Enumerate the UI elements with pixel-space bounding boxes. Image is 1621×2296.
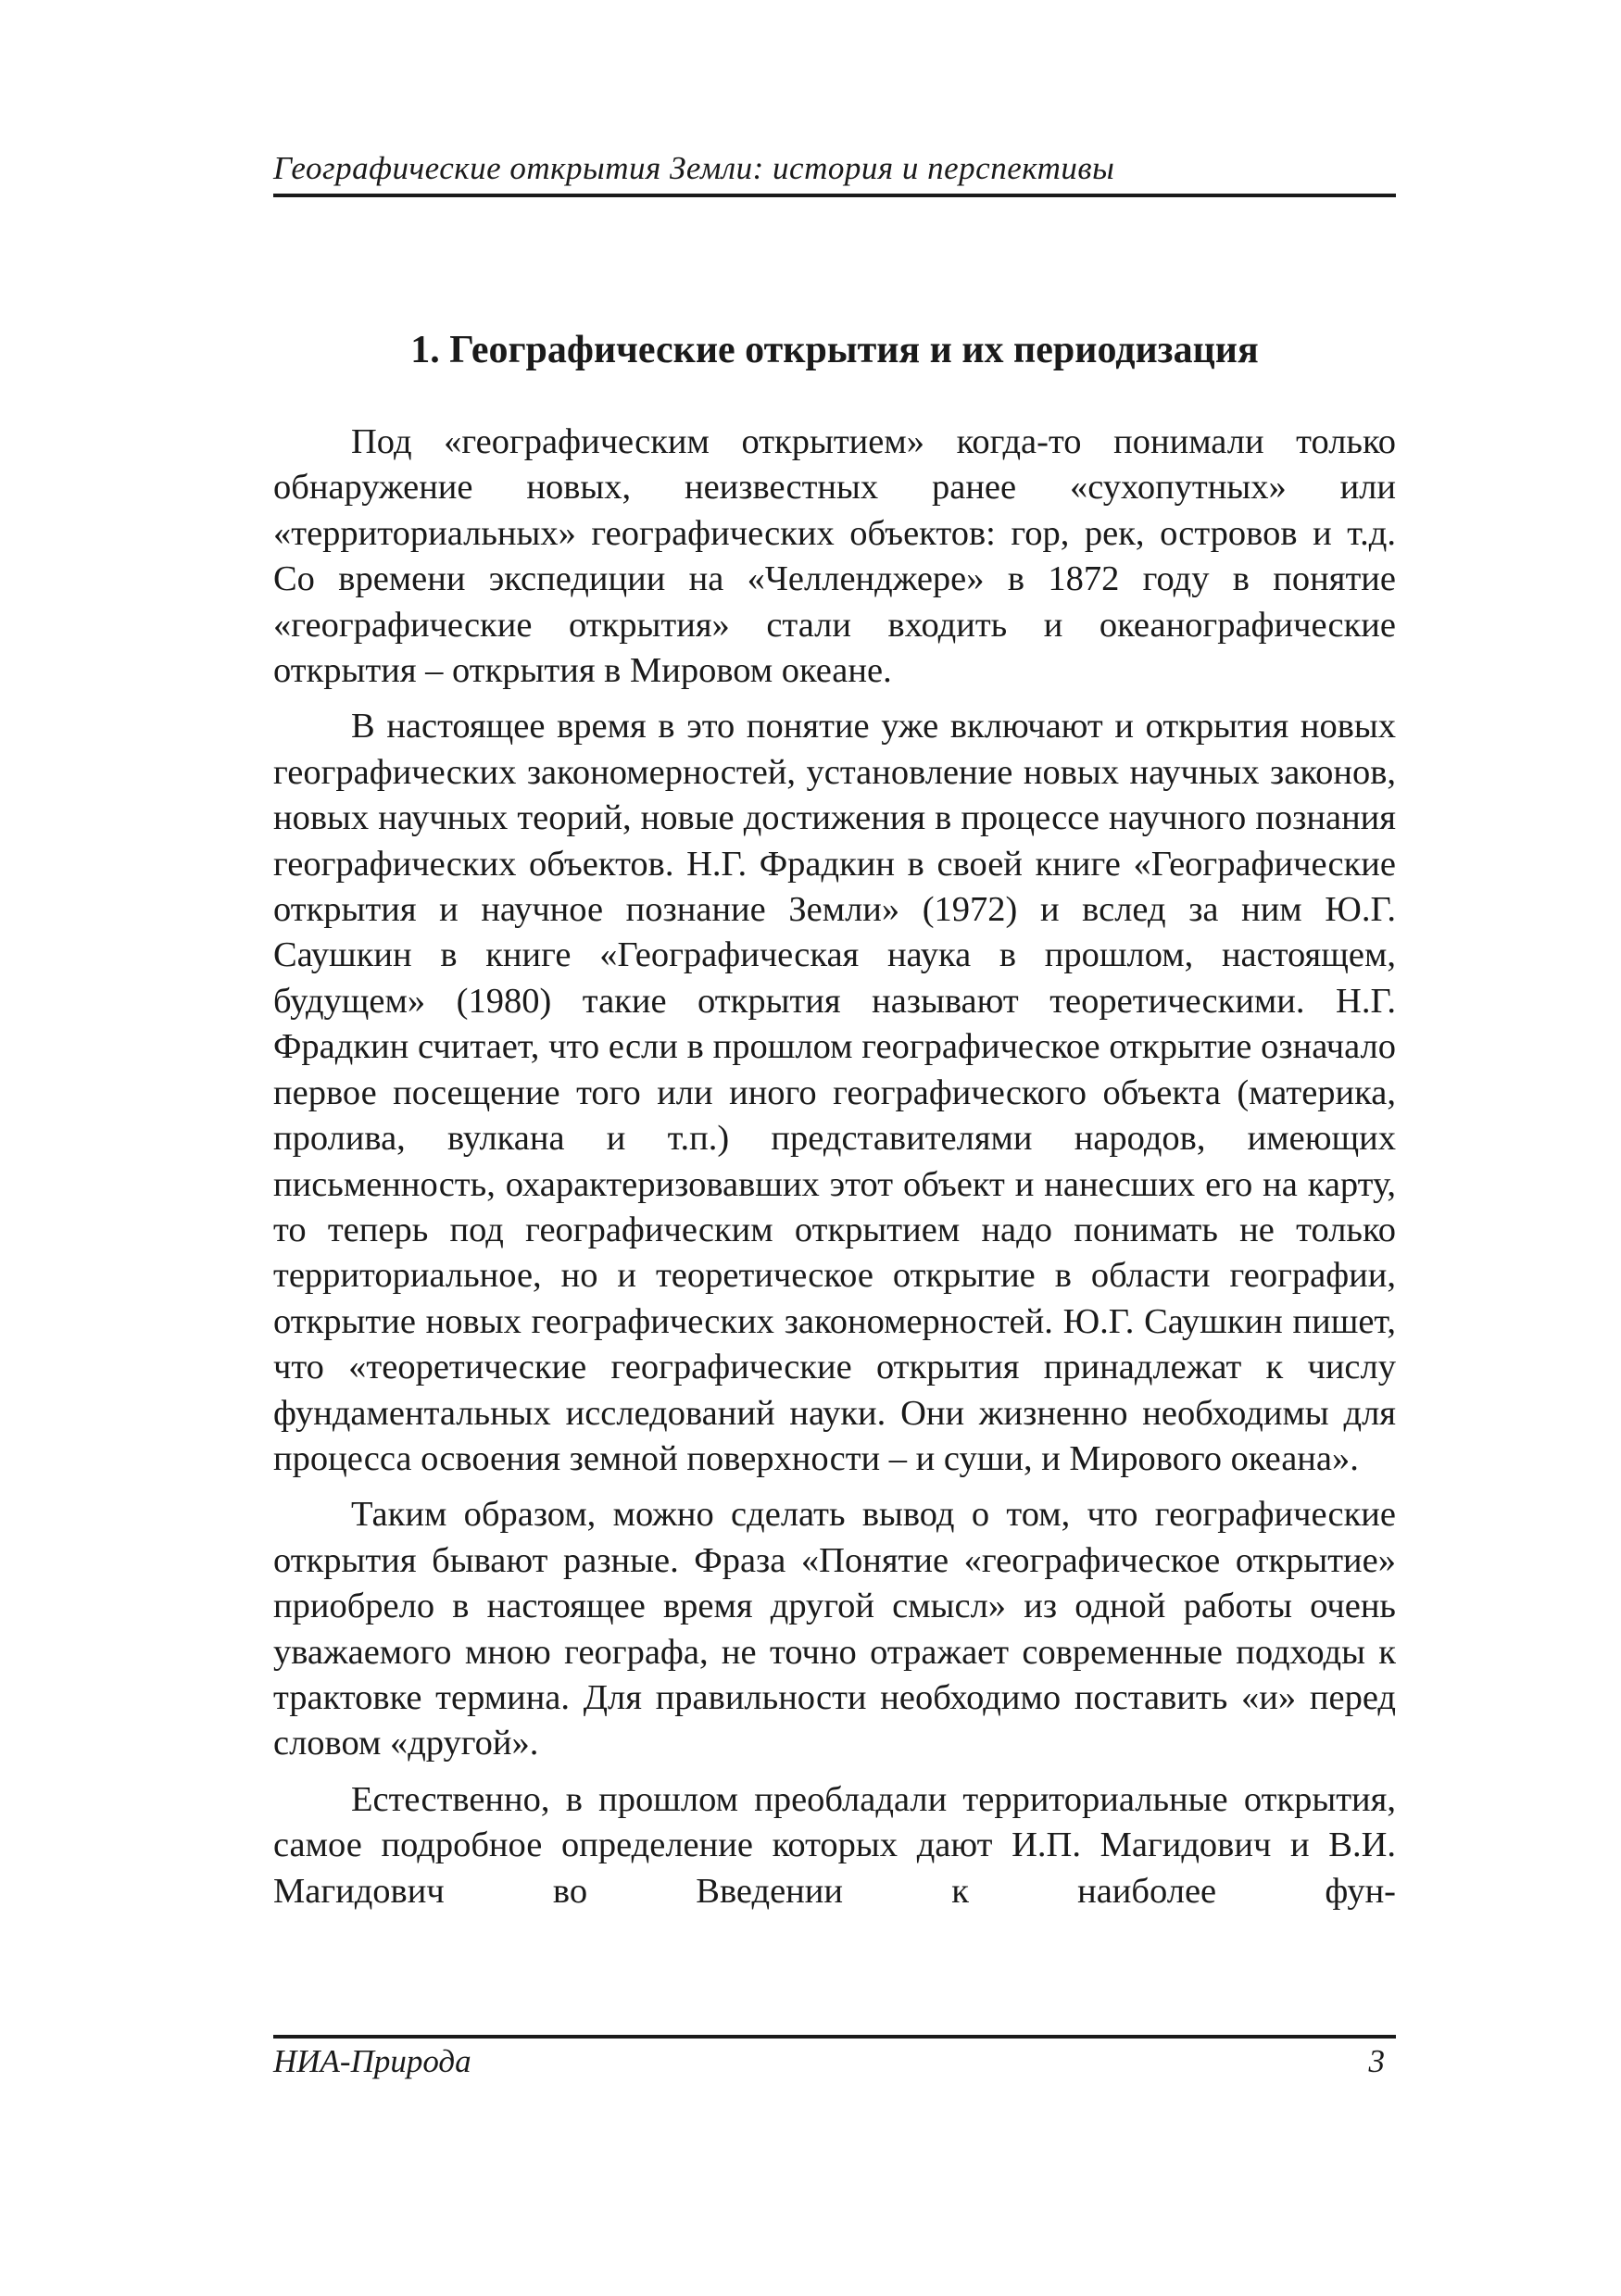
- paragraph-1: Под «географическим открытием» когда-то понимали только обнаружение новых, неизвестных ранее «сухопутных» или «территориальных» географических объектов: гор, рек, островов и т.д. Со времени экспедиции на «Челленджере» в 1872 году в понятие «географические открытия» стали входить и океанографические открытия – открытия в Мировом океане.: [273, 422, 1396, 691]
- body-text: [273, 420, 1396, 1925]
- paragraph-3: Таким образом, можно сделать вывод о том, что географические открытия бывают разные. Фраза «Понятие «географическое открытие» приобрело в настоящее время другой смысл» из одной работы очень уважаемого мною географа, не точно отражает современные подходы к трактовке термина. Для правильности необходимо поставить «и» перед словом «другой».: [273, 1495, 1396, 1763]
- section-title: 1. Географические открытия и их периодизация: [410, 329, 1259, 371]
- page-number: 3: [1368, 2043, 1385, 2079]
- paragraph-2: В настоящее время в это понятие уже включают и открытия новых географических закономерностей, установление новых научных законов, новых научных теорий, новые достижения в процессе научного познания географических объектов. Н.Г. Фрадкин в своей книге «Географические открытия и научное познание Земли» (1972) и вслед за ним Ю.Г. Саушкин в книге «Географическая наука в прошлом, настоящем, будущем» (1980) такие открытия называют теоретическими. Н.Г. Фрадкин считает, что если в прошлом географическое открытие означало первое посещение того или иного географического объекта (материка, пролива, вулкана и т.п.) представителями народов, имеющих письменность, охарактеризовавших этот объект и нанесших его на карту, то теперь под географическим открытием надо понимать не только территориальное, но и теоретическое открытие в области географии, открытие новых географических закономерностей. Ю.Г. Саушкин пишет, что «теоретические географические открытия принадлежат к числу фундаментальных исследований науки. Они жизненно необходимы для процесса освоения земной поверхности – и суши, и Мирового океана».: [273, 707, 1396, 1478]
- paragraph-4: Естественно, в прошлом преобладали территориальные открытия, самое подробное определение которых дают И.П. Магидович и В.И. Магидович во Введении к наиболее фун-: [273, 1779, 1396, 1911]
- header-divider: [273, 194, 1396, 197]
- running-header-title: Географические открытия Земли: история и перспективы: [273, 150, 1115, 186]
- footer-publisher: НИА-Природа: [273, 2043, 471, 2079]
- footer-divider: [273, 2035, 1396, 2039]
